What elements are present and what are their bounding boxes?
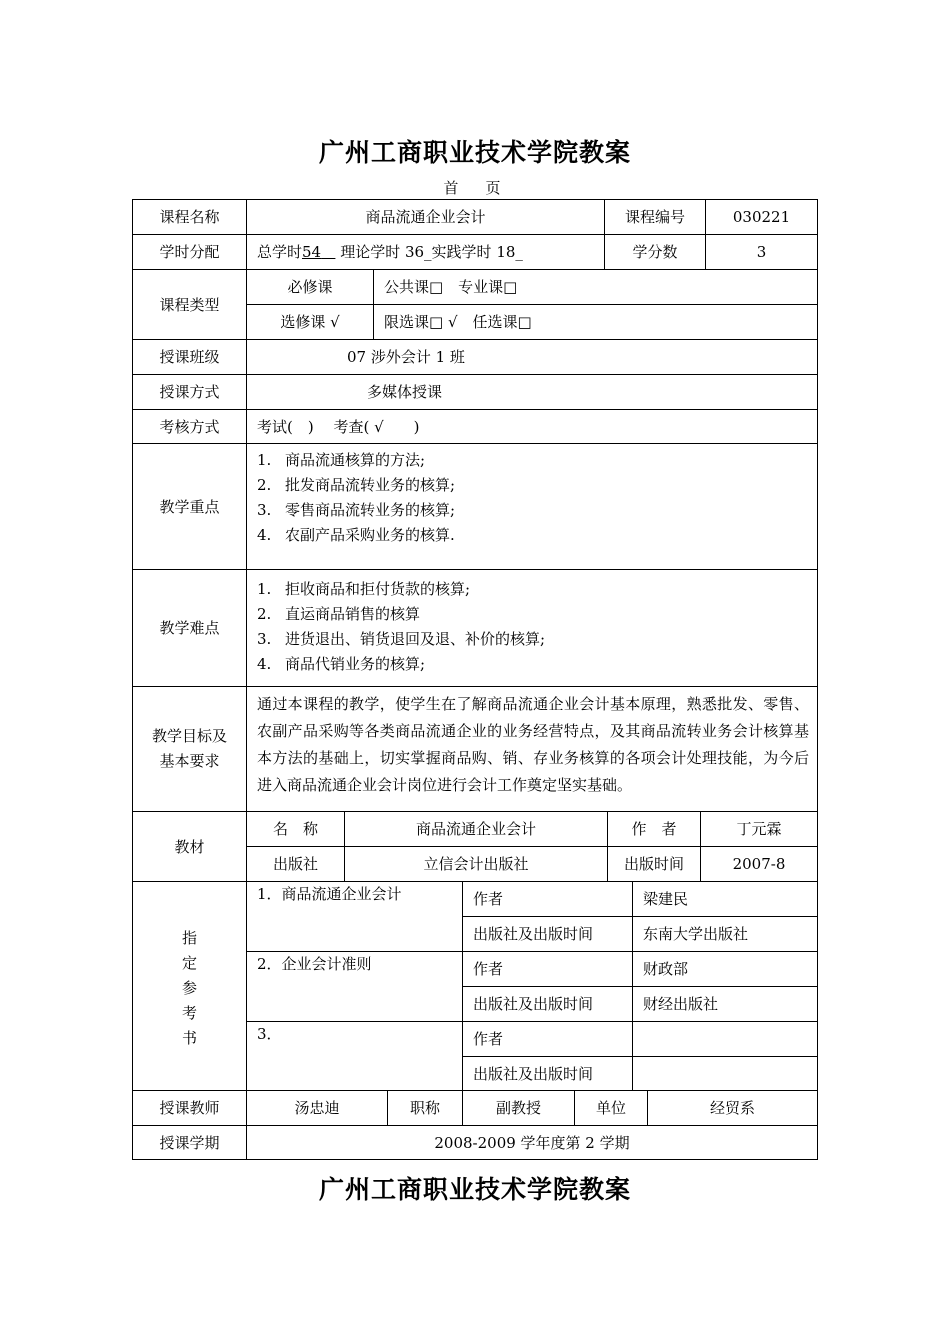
- references-label: 指 定 参 考 书: [132, 881, 247, 1091]
- list-item: 3. 进货退出、销货退回及退、补价的核算;: [257, 630, 546, 648]
- textbook-author-label: 作 者: [607, 811, 701, 847]
- class-value: 07 涉外会计 1 班: [246, 339, 818, 375]
- course-code-label: 课程编号: [604, 199, 706, 235]
- page-title: 广州工商职业技术学院教案: [318, 138, 631, 167]
- course-name-label: 课程名称: [132, 199, 247, 235]
- hours-total-label: 总学时: [257, 243, 303, 261]
- textbook-name: 商品流通企业会计: [344, 811, 608, 847]
- course-name: 商品流通企业会计: [246, 199, 605, 235]
- goals-label: 教学目标及 基本要求: [132, 686, 247, 812]
- key-points-label: 教学重点: [132, 443, 247, 570]
- textbook-name-label: 名 称: [246, 811, 345, 847]
- reference-2-author: 财政部: [632, 951, 818, 987]
- reference-1-title: 1．商品流通企业会计: [246, 881, 463, 952]
- hours-allocation: [246, 234, 605, 270]
- textbook-publisher: 立信会计出版社: [344, 846, 608, 882]
- class-label: 授课班级: [132, 339, 247, 375]
- teacher-title: 副教授: [462, 1090, 575, 1126]
- list-item: 2. 直运商品销售的核算: [257, 605, 421, 623]
- term-label: 授课学期: [132, 1125, 247, 1160]
- reference-1-pub-label: 出版社及出版时间: [462, 916, 633, 952]
- credit-value: 3: [705, 234, 818, 270]
- assess-value: 考试( ) 考查( √ ): [246, 409, 818, 444]
- textbook-date-label: 出版时间: [607, 846, 701, 882]
- teacher-title-label: 职称: [387, 1090, 463, 1126]
- textbook-publisher-label: 出版社: [246, 846, 345, 882]
- credit-label: 学分数: [604, 234, 706, 270]
- list-item: 1. 商品流通核算的方法;: [257, 451, 426, 469]
- reference-2-author-label: 作者: [462, 951, 633, 987]
- mode-label: 授课方式: [132, 374, 247, 410]
- hours-total: 54: [302, 243, 322, 261]
- elective-label: 选修课 √: [246, 304, 374, 340]
- key-points-list: [246, 443, 818, 570]
- required-label: 必修课: [246, 269, 374, 305]
- reference-3-title: 3．: [246, 1021, 463, 1091]
- list-item: 1. 拒收商品和拒付货款的核算;: [257, 580, 471, 598]
- footer-title: 广州工商职业技术学院教案: [318, 1175, 631, 1204]
- hours-theory-practice: 理论学时 36_实践学时 18_: [340, 243, 523, 261]
- reference-3-publisher: [632, 1056, 818, 1091]
- mode-value: 多媒体授课: [246, 374, 818, 410]
- reference-1-publisher: 东南大学出版社: [632, 916, 818, 952]
- required-options: 公共课□ 专业课□: [373, 269, 818, 305]
- teacher-unit-label: 单位: [574, 1090, 648, 1126]
- page-subtitle: 首 页: [443, 179, 507, 197]
- course-type-label: 课程类型: [132, 269, 247, 340]
- elective-options: 限选课□ √ 任选课□: [373, 304, 818, 340]
- reference-3-author: [632, 1021, 818, 1057]
- list-item: 4. 商品代销业务的核算;: [257, 655, 426, 673]
- reference-2-title: 2．企业会计准则: [246, 951, 463, 1022]
- reference-1-author-label: 作者: [462, 881, 633, 917]
- list-item: 3. 零售商品流转业务的核算;: [257, 501, 456, 519]
- difficulties-label: 教学难点: [132, 569, 247, 687]
- hours-label: 学时分配: [132, 234, 247, 270]
- teacher-name: 汤忠迪: [246, 1090, 388, 1126]
- course-code: 030221: [705, 199, 818, 235]
- teacher-unit: 经贸系: [647, 1090, 818, 1126]
- reference-3-pub-label: 出版社及出版时间: [462, 1056, 633, 1091]
- teacher-label: 授课教师: [132, 1090, 247, 1126]
- list-item: 2. 批发商品流转业务的核算;: [257, 476, 456, 494]
- list-item: 4. 农副产品采购业务的核算.: [257, 526, 455, 544]
- textbook-label: 教材: [132, 811, 247, 882]
- term-value: 2008-2009 学年度第 2 学期: [246, 1125, 818, 1160]
- textbook-author: 丁元霖: [700, 811, 818, 847]
- reference-2-pub-label: 出版社及出版时间: [462, 986, 633, 1022]
- reference-3-author-label: 作者: [462, 1021, 633, 1057]
- assess-label: 考核方式: [132, 409, 247, 444]
- goals-text: 通过本课程的教学，使学生在了解商品流通企业会计基本原理，熟悉批发、零售、农副产品采购等各类商品流通企业的业务经营特点，及其商品流转业务会计核算基本方法的基础上，切实掌握商品购、销、存业务核算的各项会计处理技能，为今后进入商品流通企业会计岗位进行会计工作奠定坚实基础。: [246, 686, 818, 812]
- difficulties-list: [246, 569, 818, 687]
- textbook-date: 2007-8: [700, 846, 818, 882]
- reference-1-author: 梁建民: [632, 881, 818, 917]
- reference-2-publisher: 财经出版社: [632, 986, 818, 1022]
